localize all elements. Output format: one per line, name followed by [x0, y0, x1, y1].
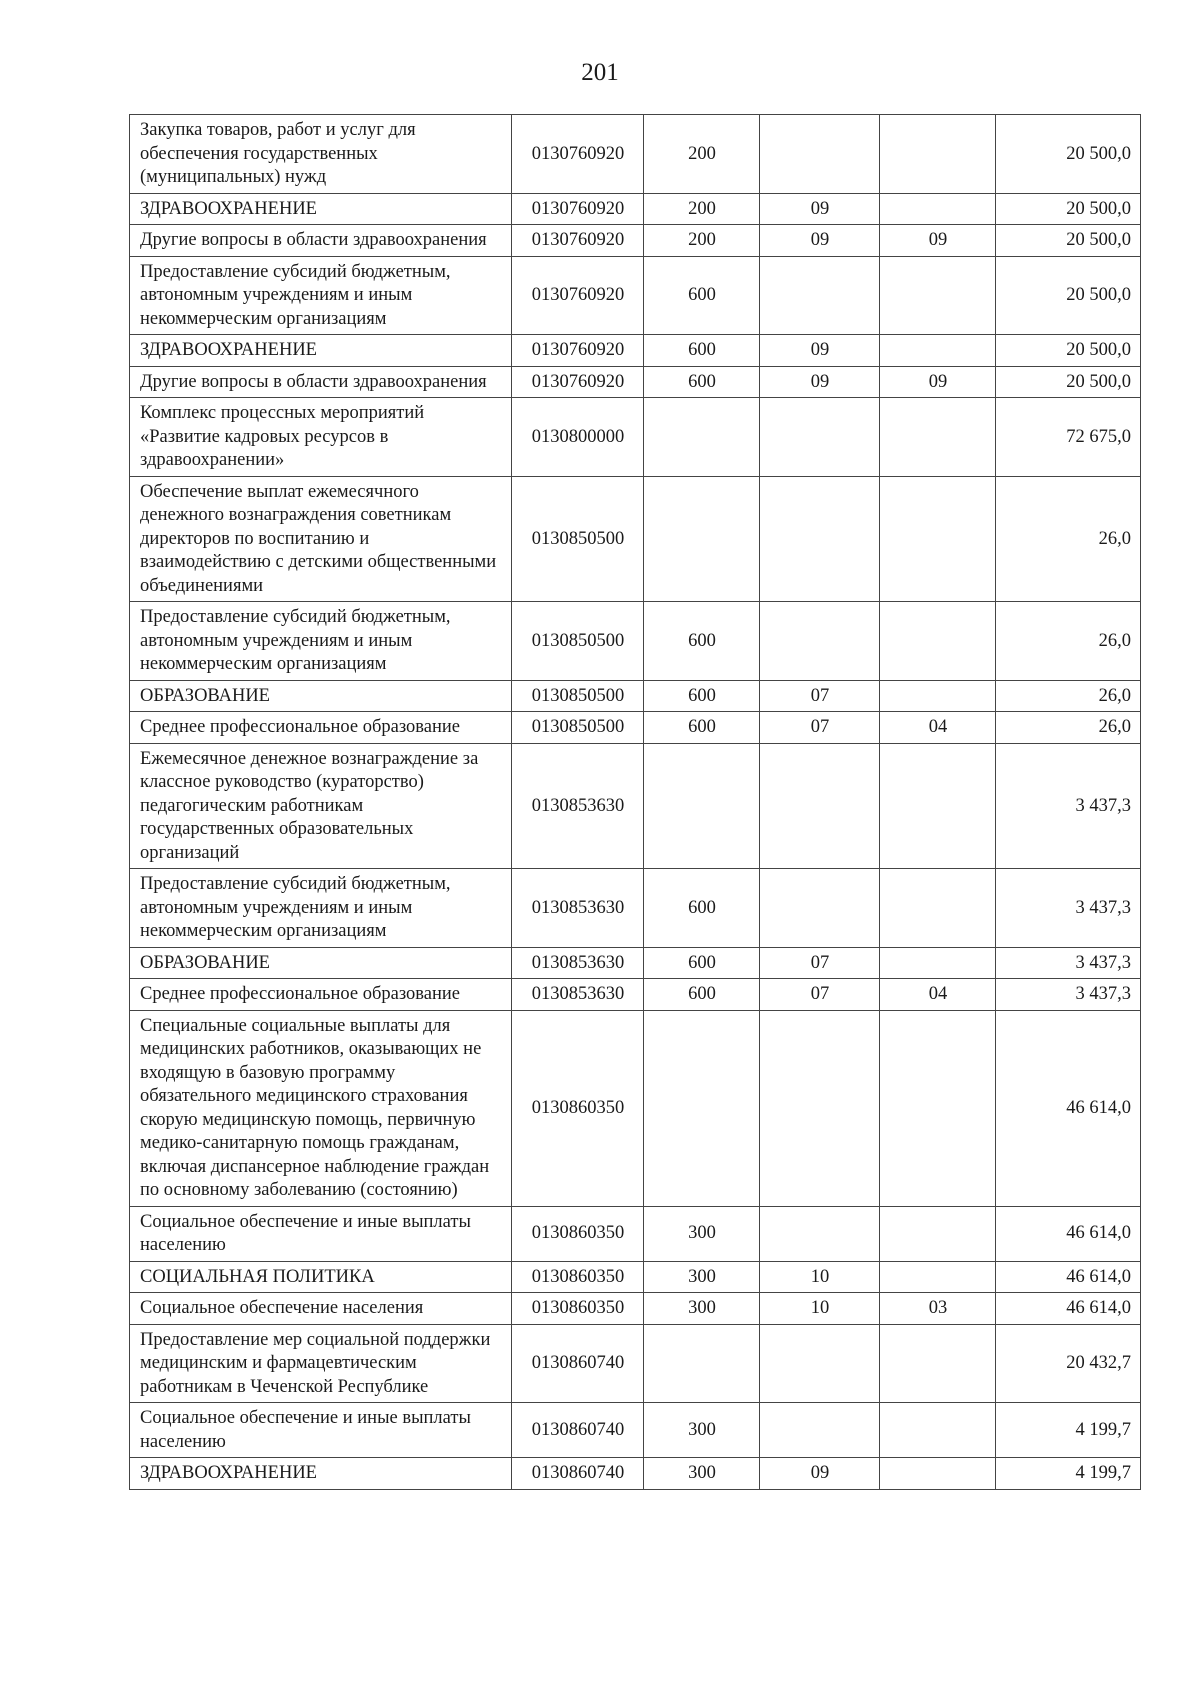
target-article-code-cell: 0130853630 [512, 743, 644, 869]
amount-cell: 26,0 [996, 476, 1141, 602]
section-code-cell: 10 [760, 1293, 880, 1325]
item-name-cell: ОБРАЗОВАНИЕ [130, 947, 512, 979]
amount-cell: 46 614,0 [996, 1261, 1141, 1293]
item-name-cell: Специальные социальные выплаты для медицинских работников, оказывающих не входящую в базовую программу обязательного медицинского страхования скорую медицинскую помощь, первичную медико-санитарную помощь гражданам, включая диспансерное наблюдение граждан по основному заболеванию (состоянию) [130, 1010, 512, 1206]
target-article-code-cell: 0130760920 [512, 225, 644, 257]
subsection-code-cell [880, 1206, 996, 1261]
budget-table [129, 114, 1141, 1490]
table-row [130, 979, 1141, 1011]
table-row [130, 1403, 1141, 1458]
subsection-code-cell [880, 1261, 996, 1293]
table-row [130, 1324, 1141, 1403]
subsection-code-cell [880, 1403, 996, 1458]
expense-type-cell [644, 1010, 760, 1206]
item-name-cell: Закупка товаров, работ и услуг для обеспечения государственных (муниципальных) нужд [130, 115, 512, 194]
section-code-cell [760, 256, 880, 335]
expense-type-cell [644, 743, 760, 869]
section-code-cell [760, 1324, 880, 1403]
item-name-cell: ЗДРАВООХРАНЕНИЕ [130, 335, 512, 367]
table-row [130, 225, 1141, 257]
section-code-cell [760, 743, 880, 869]
subsection-code-cell: 09 [880, 225, 996, 257]
table-row [130, 712, 1141, 744]
table-row [130, 602, 1141, 681]
expense-type-cell: 600 [644, 602, 760, 681]
table-row [130, 947, 1141, 979]
target-article-code-cell: 0130760920 [512, 256, 644, 335]
subsection-code-cell [880, 680, 996, 712]
table-row [130, 1458, 1141, 1490]
expense-type-cell: 300 [644, 1261, 760, 1293]
expense-type-cell: 600 [644, 256, 760, 335]
subsection-code-cell [880, 947, 996, 979]
target-article-code-cell: 0130853630 [512, 979, 644, 1011]
item-name-cell: Предоставление субсидий бюджетным, автономным учреждениям и иным некоммерческим организациям [130, 869, 512, 948]
table-row [130, 398, 1141, 477]
target-article-code-cell: 0130860350 [512, 1206, 644, 1261]
target-article-code-cell: 0130860350 [512, 1293, 644, 1325]
item-name-cell: Ежемесячное денежное вознаграждение за классное руководство (кураторство) педагогическим работникам государственных образовательных организаций [130, 743, 512, 869]
expense-type-cell: 600 [644, 947, 760, 979]
section-code-cell [760, 1403, 880, 1458]
subsection-code-cell [880, 115, 996, 194]
budget-table-body [130, 115, 1141, 1490]
amount-cell: 3 437,3 [996, 869, 1141, 948]
section-code-cell: 09 [760, 193, 880, 225]
item-name-cell: Социальное обеспечение и иные выплаты населению [130, 1206, 512, 1261]
expense-type-cell: 600 [644, 335, 760, 367]
subsection-code-cell [880, 1010, 996, 1206]
item-name-cell: ЗДРАВООХРАНЕНИЕ [130, 193, 512, 225]
target-article-code-cell: 0130760920 [512, 193, 644, 225]
target-article-code-cell: 0130850500 [512, 476, 644, 602]
target-article-code-cell: 0130850500 [512, 602, 644, 681]
section-code-cell: 09 [760, 225, 880, 257]
expense-type-cell: 200 [644, 225, 760, 257]
subsection-code-cell: 03 [880, 1293, 996, 1325]
item-name-cell: Предоставление субсидий бюджетным, автономным учреждениям и иным некоммерческим организациям [130, 256, 512, 335]
table-row [130, 115, 1141, 194]
section-code-cell [760, 602, 880, 681]
target-article-code-cell: 0130860740 [512, 1458, 644, 1490]
amount-cell: 20 500,0 [996, 193, 1141, 225]
expense-type-cell: 300 [644, 1458, 760, 1490]
table-row [130, 1261, 1141, 1293]
amount-cell: 20 500,0 [996, 115, 1141, 194]
item-name-cell: Предоставление субсидий бюджетным, автономным учреждениям и иным некоммерческим организациям [130, 602, 512, 681]
target-article-code-cell: 0130760920 [512, 115, 644, 194]
expense-type-cell: 200 [644, 193, 760, 225]
target-article-code-cell: 0130850500 [512, 712, 644, 744]
expense-type-cell: 600 [644, 680, 760, 712]
expense-type-cell: 600 [644, 366, 760, 398]
table-row [130, 680, 1141, 712]
table-row [130, 366, 1141, 398]
section-code-cell: 10 [760, 1261, 880, 1293]
table-row [130, 743, 1141, 869]
subsection-code-cell [880, 476, 996, 602]
expense-type-cell: 300 [644, 1403, 760, 1458]
subsection-code-cell: 04 [880, 979, 996, 1011]
table-row [130, 869, 1141, 948]
target-article-code-cell: 0130853630 [512, 869, 644, 948]
table-row [130, 193, 1141, 225]
subsection-code-cell [880, 335, 996, 367]
amount-cell: 20 500,0 [996, 366, 1141, 398]
subsection-code-cell [880, 869, 996, 948]
table-row [130, 1293, 1141, 1325]
target-article-code-cell: 0130860740 [512, 1403, 644, 1458]
expense-type-cell: 600 [644, 712, 760, 744]
target-article-code-cell: 0130760920 [512, 366, 644, 398]
amount-cell: 3 437,3 [996, 979, 1141, 1011]
amount-cell: 26,0 [996, 602, 1141, 681]
item-name-cell: Комплекс процессных мероприятий «Развитие кадровых ресурсов в здравоохранении» [130, 398, 512, 477]
amount-cell: 26,0 [996, 680, 1141, 712]
section-code-cell: 07 [760, 947, 880, 979]
item-name-cell: Другие вопросы в области здравоохранения [130, 366, 512, 398]
expense-type-cell: 300 [644, 1206, 760, 1261]
section-code-cell: 09 [760, 335, 880, 367]
target-article-code-cell: 0130860350 [512, 1010, 644, 1206]
expense-type-cell: 600 [644, 869, 760, 948]
expense-type-cell: 200 [644, 115, 760, 194]
item-name-cell: Другие вопросы в области здравоохранения [130, 225, 512, 257]
section-code-cell [760, 398, 880, 477]
subsection-code-cell: 09 [880, 366, 996, 398]
item-name-cell: СОЦИАЛЬНАЯ ПОЛИТИКА [130, 1261, 512, 1293]
target-article-code-cell: 0130760920 [512, 335, 644, 367]
amount-cell: 46 614,0 [996, 1206, 1141, 1261]
table-row [130, 256, 1141, 335]
amount-cell: 20 500,0 [996, 335, 1141, 367]
amount-cell: 46 614,0 [996, 1293, 1141, 1325]
subsection-code-cell [880, 1458, 996, 1490]
expense-type-cell [644, 476, 760, 602]
item-name-cell: ОБРАЗОВАНИЕ [130, 680, 512, 712]
page-number: 201 [581, 59, 619, 86]
expense-type-cell [644, 398, 760, 477]
amount-cell: 20 432,7 [996, 1324, 1141, 1403]
item-name-cell: Социальное обеспечение населения [130, 1293, 512, 1325]
section-code-cell: 09 [760, 1458, 880, 1490]
amount-cell: 72 675,0 [996, 398, 1141, 477]
amount-cell: 3 437,3 [996, 947, 1141, 979]
target-article-code-cell: 0130860740 [512, 1324, 644, 1403]
target-article-code-cell: 0130853630 [512, 947, 644, 979]
item-name-cell: Предоставление мер социальной поддержки медицинским и фармацевтическим работникам в Чеченской Республике [130, 1324, 512, 1403]
section-code-cell [760, 1206, 880, 1261]
section-code-cell: 09 [760, 366, 880, 398]
item-name-cell: Среднее профессиональное образование [130, 979, 512, 1011]
expense-type-cell: 600 [644, 979, 760, 1011]
table-row [130, 1206, 1141, 1261]
subsection-code-cell [880, 193, 996, 225]
section-code-cell [760, 115, 880, 194]
subsection-code-cell [880, 256, 996, 335]
amount-cell: 20 500,0 [996, 256, 1141, 335]
section-code-cell [760, 869, 880, 948]
section-code-cell [760, 476, 880, 602]
subsection-code-cell [880, 1324, 996, 1403]
expense-type-cell: 300 [644, 1293, 760, 1325]
section-code-cell [760, 1010, 880, 1206]
amount-cell: 3 437,3 [996, 743, 1141, 869]
table-row [130, 476, 1141, 602]
amount-cell: 46 614,0 [996, 1010, 1141, 1206]
item-name-cell: Среднее профессиональное образование [130, 712, 512, 744]
subsection-code-cell [880, 602, 996, 681]
target-article-code-cell: 0130860350 [512, 1261, 644, 1293]
subsection-code-cell [880, 398, 996, 477]
subsection-code-cell: 04 [880, 712, 996, 744]
table-row [130, 1010, 1141, 1206]
target-article-code-cell: 0130850500 [512, 680, 644, 712]
amount-cell: 26,0 [996, 712, 1141, 744]
section-code-cell: 07 [760, 712, 880, 744]
subsection-code-cell [880, 743, 996, 869]
expense-type-cell [644, 1324, 760, 1403]
amount-cell: 4 199,7 [996, 1458, 1141, 1490]
amount-cell: 20 500,0 [996, 225, 1141, 257]
target-article-code-cell: 0130800000 [512, 398, 644, 477]
table-row [130, 335, 1141, 367]
item-name-cell: Социальное обеспечение и иные выплаты населению [130, 1403, 512, 1458]
item-name-cell: Обеспечение выплат ежемесячного денежного вознаграждения советникам директоров по воспитанию и взаимодействию с детскими общественными объединениями [130, 476, 512, 602]
section-code-cell: 07 [760, 979, 880, 1011]
amount-cell: 4 199,7 [996, 1403, 1141, 1458]
item-name-cell: ЗДРАВООХРАНЕНИЕ [130, 1458, 512, 1490]
section-code-cell: 07 [760, 680, 880, 712]
